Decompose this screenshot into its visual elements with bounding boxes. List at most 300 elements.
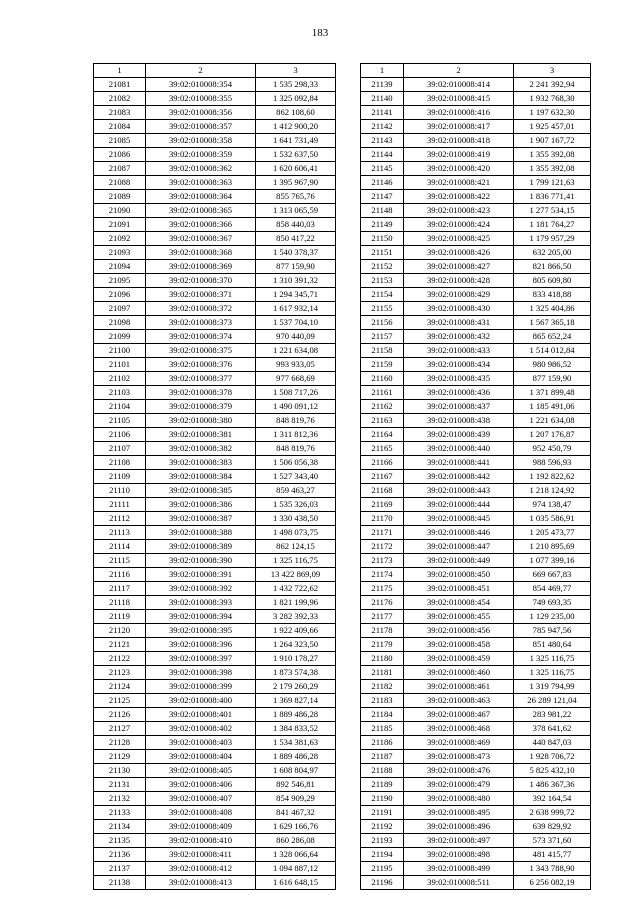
cadastral-value: 1 355 392,08: [514, 148, 591, 162]
row-number: 21184: [361, 708, 404, 722]
row-number: 21110: [94, 484, 146, 498]
cadastral-number: 39:02:010008:451: [404, 582, 514, 596]
cadastral-value: 1 616 648,15: [256, 876, 336, 890]
table-row: [94, 848, 336, 862]
table-row: [94, 190, 336, 204]
table-row: [94, 428, 336, 442]
row-number: 21161: [361, 386, 404, 400]
cadastral-number: 39:02:010008:416: [404, 106, 514, 120]
cadastral-number: 39:02:010008:372: [146, 302, 256, 316]
row-number: 21119: [94, 610, 146, 624]
table-row: [94, 260, 336, 274]
cadastral-number: 39:02:010008:365: [146, 204, 256, 218]
cadastral-value: 1 371 899,48: [514, 386, 591, 400]
cadastral-value: 1 325 116,75: [514, 666, 591, 680]
table-row: [94, 512, 336, 526]
cadastral-value: 1 319 794,99: [514, 680, 591, 694]
cadastral-number: 39:02:010008:363: [146, 176, 256, 190]
cadastral-number: 39:02:010008:373: [146, 316, 256, 330]
table-row: [94, 820, 336, 834]
cadastral-value: 833 418,88: [514, 288, 591, 302]
table-row: [94, 372, 336, 386]
cadastral-value: 865 652,24: [514, 330, 591, 344]
cadastral-number: 39:02:010008:410: [146, 834, 256, 848]
cadastral-value: 1 218 124,92: [514, 484, 591, 498]
table-row: [94, 274, 336, 288]
row-number: 21191: [361, 806, 404, 820]
cadastral-value: 855 765,76: [256, 190, 336, 204]
table-row: [361, 92, 591, 106]
cadastral-value: 1 490 091,12: [256, 400, 336, 414]
row-number: 21166: [361, 456, 404, 470]
cadastral-number: 39:02:010008:445: [404, 512, 514, 526]
table-row: [94, 148, 336, 162]
row-number: 21163: [361, 414, 404, 428]
cadastral-number: 39:02:010008:354: [146, 78, 256, 92]
cadastral-number: 39:02:010008:399: [146, 680, 256, 694]
table-row: [361, 876, 591, 890]
row-number: 21186: [361, 736, 404, 750]
cadastral-value: 970 440,09: [256, 330, 336, 344]
row-number: 21145: [361, 162, 404, 176]
cadastral-value: 977 668,69: [256, 372, 336, 386]
row-number: 21120: [94, 624, 146, 638]
cadastral-value: 1 537 704,10: [256, 316, 336, 330]
row-number: 21149: [361, 218, 404, 232]
row-number: 21134: [94, 820, 146, 834]
table-row: [361, 554, 591, 568]
cadastral-number: 39:02:010008:380: [146, 414, 256, 428]
cadastral-number: 39:02:010008:432: [404, 330, 514, 344]
cadastral-number: 39:02:010008:434: [404, 358, 514, 372]
cadastral-value: 860 286,08: [256, 834, 336, 848]
table-row: [361, 330, 591, 344]
cadastral-value: 2 179 260,29: [256, 680, 336, 694]
table-row: [361, 526, 591, 540]
table-row: [94, 232, 336, 246]
table-row: [94, 134, 336, 148]
cadastral-value: 877 159,90: [514, 372, 591, 386]
cadastral-value: 1 181 764,27: [514, 218, 591, 232]
table-row: [94, 876, 336, 890]
column-header: 1: [94, 64, 146, 78]
table-row: [94, 386, 336, 400]
cadastral-value: 1 094 887,12: [256, 862, 336, 876]
cadastral-number: 39:02:010008:473: [404, 750, 514, 764]
cadastral-value: 3 282 392,33: [256, 610, 336, 624]
cadastral-number: 39:02:010008:447: [404, 540, 514, 554]
cadastral-number: 39:02:010008:389: [146, 540, 256, 554]
table-row: [361, 246, 591, 260]
cadastral-number: 39:02:010008:394: [146, 610, 256, 624]
cadastral-value: 6 256 082,19: [514, 876, 591, 890]
cadastral-number: 39:02:010008:442: [404, 470, 514, 484]
table-row: [94, 302, 336, 316]
cadastral-value: 1 313 065,59: [256, 204, 336, 218]
cadastral-number: 39:02:010008:375: [146, 344, 256, 358]
cadastral-number: 39:02:010008:379: [146, 400, 256, 414]
cadastral-number: 39:02:010008:422: [404, 190, 514, 204]
cadastral-number: 39:02:010008:367: [146, 232, 256, 246]
cadastral-number: 39:02:010008:425: [404, 232, 514, 246]
table-row: [361, 204, 591, 218]
table-row: [94, 498, 336, 512]
table-row: [361, 344, 591, 358]
row-number: 21177: [361, 610, 404, 624]
cadastral-number: 39:02:010008:377: [146, 372, 256, 386]
cadastral-number: 39:02:010008:460: [404, 666, 514, 680]
table-row: [94, 344, 336, 358]
row-number: 21178: [361, 624, 404, 638]
table-row: [361, 120, 591, 134]
table-row: [361, 218, 591, 232]
cadastral-number: 39:02:010008:390: [146, 554, 256, 568]
cadastral-value: 1 889 486,28: [256, 708, 336, 722]
cadastral-number: 39:02:010008:499: [404, 862, 514, 876]
cadastral-value: 573 371,60: [514, 834, 591, 848]
cadastral-value: 2 241 392,94: [514, 78, 591, 92]
row-number: 21116: [94, 568, 146, 582]
cadastral-number: 39:02:010008:417: [404, 120, 514, 134]
table-row: [94, 92, 336, 106]
table-row: [361, 414, 591, 428]
cadastral-number: 39:02:010008:409: [146, 820, 256, 834]
cadastral-value: 1 821 199,96: [256, 596, 336, 610]
row-number: 21102: [94, 372, 146, 386]
cadastral-value: 862 124,15: [256, 540, 336, 554]
cadastral-number: 39:02:010008:497: [404, 834, 514, 848]
table-row: [361, 652, 591, 666]
cadastral-number: 39:02:010008:392: [146, 582, 256, 596]
cadastral-value: 1 077 399,16: [514, 554, 591, 568]
cadastral-number: 39:02:010008:368: [146, 246, 256, 260]
row-number: 21129: [94, 750, 146, 764]
cadastral-number: 39:02:010008:438: [404, 414, 514, 428]
row-number: 21141: [361, 106, 404, 120]
row-number: 21101: [94, 358, 146, 372]
table-row: [94, 204, 336, 218]
table-row: [361, 302, 591, 316]
row-number: 21169: [361, 498, 404, 512]
table-row: [94, 736, 336, 750]
row-number: 21122: [94, 652, 146, 666]
cadastral-number: 39:02:010008:381: [146, 428, 256, 442]
table-row: [94, 456, 336, 470]
table-row: [361, 638, 591, 652]
table-row: [361, 386, 591, 400]
table-row: [94, 638, 336, 652]
cadastral-value: 859 463,27: [256, 484, 336, 498]
cadastral-value: 1 221 634,08: [514, 414, 591, 428]
cadastral-number: 39:02:010008:358: [146, 134, 256, 148]
cadastral-value: 862 108,60: [256, 106, 336, 120]
row-number: 21081: [94, 78, 146, 92]
table-row: [361, 78, 591, 92]
table-row: [361, 778, 591, 792]
row-number: 21112: [94, 512, 146, 526]
table-row: [94, 484, 336, 498]
table-row: [94, 162, 336, 176]
row-number: 21107: [94, 442, 146, 456]
cadastral-number: 39:02:010008:468: [404, 722, 514, 736]
cadastral-value: 974 138,47: [514, 498, 591, 512]
cadastral-number: 39:02:010008:458: [404, 638, 514, 652]
cadastral-value: 1 129 235,00: [514, 610, 591, 624]
cadastral-value: 1 310 391,32: [256, 274, 336, 288]
cadastral-value: 392 164,54: [514, 792, 591, 806]
table-row: [94, 540, 336, 554]
row-number: 21164: [361, 428, 404, 442]
row-number: 21194: [361, 848, 404, 862]
cadastral-number: 39:02:010008:428: [404, 274, 514, 288]
table-row: [361, 442, 591, 456]
table-row: [94, 316, 336, 330]
cadastral-number: 39:02:010008:393: [146, 596, 256, 610]
table-row: [94, 862, 336, 876]
cadastral-number: 39:02:010008:388: [146, 526, 256, 540]
cadastral-value: 440 847,03: [514, 736, 591, 750]
cadastral-value: 5 825 432,10: [514, 764, 591, 778]
row-number: 21170: [361, 512, 404, 526]
row-number: 21187: [361, 750, 404, 764]
cadastral-value: 805 609,80: [514, 274, 591, 288]
row-number: 21131: [94, 778, 146, 792]
cadastral-value: 1 925 457,01: [514, 120, 591, 134]
table-row: [361, 260, 591, 274]
cadastral-value: 988 596,93: [514, 456, 591, 470]
cadastral-value: 481 415,77: [514, 848, 591, 862]
table-row: [94, 806, 336, 820]
cadastral-value: 669 667,83: [514, 568, 591, 582]
row-number: 21130: [94, 764, 146, 778]
column-header: 3: [514, 64, 591, 78]
cadastral-value: 854 909,29: [256, 792, 336, 806]
column-header: 2: [404, 64, 514, 78]
cadastral-number: 39:02:010008:406: [146, 778, 256, 792]
row-number: 21124: [94, 680, 146, 694]
registry-table-left-body: [94, 64, 336, 890]
cadastral-number: 39:02:010008:385: [146, 484, 256, 498]
row-number: 21156: [361, 316, 404, 330]
table-row: [94, 652, 336, 666]
row-number: 21082: [94, 92, 146, 106]
table-row: [361, 750, 591, 764]
cadastral-number: 39:02:010008:431: [404, 316, 514, 330]
row-number: 21098: [94, 316, 146, 330]
cadastral-value: 1 197 632,30: [514, 106, 591, 120]
cadastral-number: 39:02:010008:450: [404, 568, 514, 582]
table-row: [361, 372, 591, 386]
cadastral-value: 1 328 066,64: [256, 848, 336, 862]
table-row: [94, 666, 336, 680]
cadastral-value: 1 343 788,90: [514, 862, 591, 876]
row-number: 21160: [361, 372, 404, 386]
row-number: 21188: [361, 764, 404, 778]
cadastral-value: 378 641,62: [514, 722, 591, 736]
row-number: 21089: [94, 190, 146, 204]
table-row: [361, 470, 591, 484]
row-number: 21168: [361, 484, 404, 498]
table-row: [361, 274, 591, 288]
table-row: [361, 498, 591, 512]
cadastral-number: 39:02:010008:440: [404, 442, 514, 456]
table-row: [361, 666, 591, 680]
table-row: [361, 806, 591, 820]
table-row: [361, 596, 591, 610]
table-row: [361, 862, 591, 876]
table-row: [94, 694, 336, 708]
cadastral-value: 854 469,77: [514, 582, 591, 596]
row-number: 21132: [94, 792, 146, 806]
cadastral-value: 1 369 827,14: [256, 694, 336, 708]
cadastral-value: 858 440,03: [256, 218, 336, 232]
cadastral-number: 39:02:010008:498: [404, 848, 514, 862]
cadastral-number: 39:02:010008:423: [404, 204, 514, 218]
cadastral-value: 1 617 932,14: [256, 302, 336, 316]
row-number: 21144: [361, 148, 404, 162]
cadastral-value: 1 325 116,75: [256, 554, 336, 568]
cadastral-number: 39:02:010008:446: [404, 526, 514, 540]
header-row: [94, 64, 336, 78]
table-row: [94, 610, 336, 624]
table-row: [94, 750, 336, 764]
cadastral-number: 39:02:010008:370: [146, 274, 256, 288]
cadastral-value: 1 221 634,08: [256, 344, 336, 358]
row-number: 21195: [361, 862, 404, 876]
table-row: [361, 428, 591, 442]
row-number: 21171: [361, 526, 404, 540]
cadastral-number: 39:02:010008:463: [404, 694, 514, 708]
table-row: [94, 624, 336, 638]
table-row: [361, 358, 591, 372]
registry-table-left: [93, 63, 336, 890]
row-number: 21123: [94, 666, 146, 680]
cadastral-number: 39:02:010008:359: [146, 148, 256, 162]
cadastral-number: 39:02:010008:461: [404, 680, 514, 694]
row-number: 21114: [94, 540, 146, 554]
cadastral-number: 39:02:010008:408: [146, 806, 256, 820]
table-row: [361, 820, 591, 834]
row-number: 21092: [94, 232, 146, 246]
row-number: 21115: [94, 554, 146, 568]
row-number: 21084: [94, 120, 146, 134]
cadastral-number: 39:02:010008:362: [146, 162, 256, 176]
cadastral-value: 993 933,05: [256, 358, 336, 372]
row-number: 21111: [94, 498, 146, 512]
cadastral-value: 283 981,22: [514, 708, 591, 722]
row-number: 21128: [94, 736, 146, 750]
table-row: [94, 834, 336, 848]
row-number: 21100: [94, 344, 146, 358]
cadastral-value: 1 922 409,66: [256, 624, 336, 638]
cadastral-value: 1 311 812,36: [256, 428, 336, 442]
row-number: 21172: [361, 540, 404, 554]
cadastral-number: 39:02:010008:413: [146, 876, 256, 890]
cadastral-number: 39:02:010008:387: [146, 512, 256, 526]
cadastral-number: 39:02:010008:441: [404, 456, 514, 470]
cadastral-value: 1 527 343,40: [256, 470, 336, 484]
cadastral-value: 1 540 378,37: [256, 246, 336, 260]
row-number: 21181: [361, 666, 404, 680]
cadastral-number: 39:02:010008:435: [404, 372, 514, 386]
cadastral-number: 39:02:010008:449: [404, 554, 514, 568]
row-number: 21189: [361, 778, 404, 792]
table-row: [361, 680, 591, 694]
row-number: 21142: [361, 120, 404, 134]
cadastral-number: 39:02:010008:479: [404, 778, 514, 792]
cadastral-number: 39:02:010008:396: [146, 638, 256, 652]
registry-table-right-body: [361, 64, 591, 890]
cadastral-number: 39:02:010008:421: [404, 176, 514, 190]
table-row: [361, 148, 591, 162]
cadastral-number: 39:02:010008:456: [404, 624, 514, 638]
row-number: 21193: [361, 834, 404, 848]
cadastral-value: 877 159,90: [256, 260, 336, 274]
cadastral-number: 39:02:010008:419: [404, 148, 514, 162]
cadastral-value: 632 205,00: [514, 246, 591, 260]
row-number: 21106: [94, 428, 146, 442]
row-number: 21159: [361, 358, 404, 372]
cadastral-number: 39:02:010008:476: [404, 764, 514, 778]
cadastral-value: 1 498 073,75: [256, 526, 336, 540]
row-number: 21088: [94, 176, 146, 190]
table-row: [94, 778, 336, 792]
row-number: 21137: [94, 862, 146, 876]
row-number: 21097: [94, 302, 146, 316]
row-number: 21143: [361, 134, 404, 148]
row-number: 21096: [94, 288, 146, 302]
row-number: 21118: [94, 596, 146, 610]
cadastral-number: 39:02:010008:411: [146, 848, 256, 862]
table-row: [361, 400, 591, 414]
cadastral-number: 39:02:010008:495: [404, 806, 514, 820]
table-row: [94, 414, 336, 428]
row-number: 21105: [94, 414, 146, 428]
row-number: 21083: [94, 106, 146, 120]
cadastral-number: 39:02:010008:418: [404, 134, 514, 148]
table-row: [94, 442, 336, 456]
cadastral-value: 1 264 323,50: [256, 638, 336, 652]
row-number: 21174: [361, 568, 404, 582]
row-number: 21151: [361, 246, 404, 260]
cadastral-value: 1 192 822,62: [514, 470, 591, 484]
table-row: [361, 316, 591, 330]
cadastral-value: 1 535 298,33: [256, 78, 336, 92]
row-number: 21196: [361, 876, 404, 890]
table-row: [361, 834, 591, 848]
table-row: [94, 526, 336, 540]
table-row: [94, 120, 336, 134]
cadastral-number: 39:02:010008:383: [146, 456, 256, 470]
cadastral-number: 39:02:010008:437: [404, 400, 514, 414]
row-number: 21190: [361, 792, 404, 806]
row-number: 21147: [361, 190, 404, 204]
cadastral-value: 1 384 833,52: [256, 722, 336, 736]
cadastral-number: 39:02:010008:414: [404, 78, 514, 92]
table-row: [94, 358, 336, 372]
cadastral-value: 1 412 900,20: [256, 120, 336, 134]
row-number: 21183: [361, 694, 404, 708]
cadastral-number: 39:02:010008:395: [146, 624, 256, 638]
cadastral-number: 39:02:010008:424: [404, 218, 514, 232]
cadastral-value: 1 641 731,49: [256, 134, 336, 148]
row-number: 21094: [94, 260, 146, 274]
cadastral-number: 39:02:010008:382: [146, 442, 256, 456]
cadastral-number: 39:02:010008:397: [146, 652, 256, 666]
cadastral-number: 39:02:010008:402: [146, 722, 256, 736]
table-row: [94, 330, 336, 344]
table-row: [361, 792, 591, 806]
